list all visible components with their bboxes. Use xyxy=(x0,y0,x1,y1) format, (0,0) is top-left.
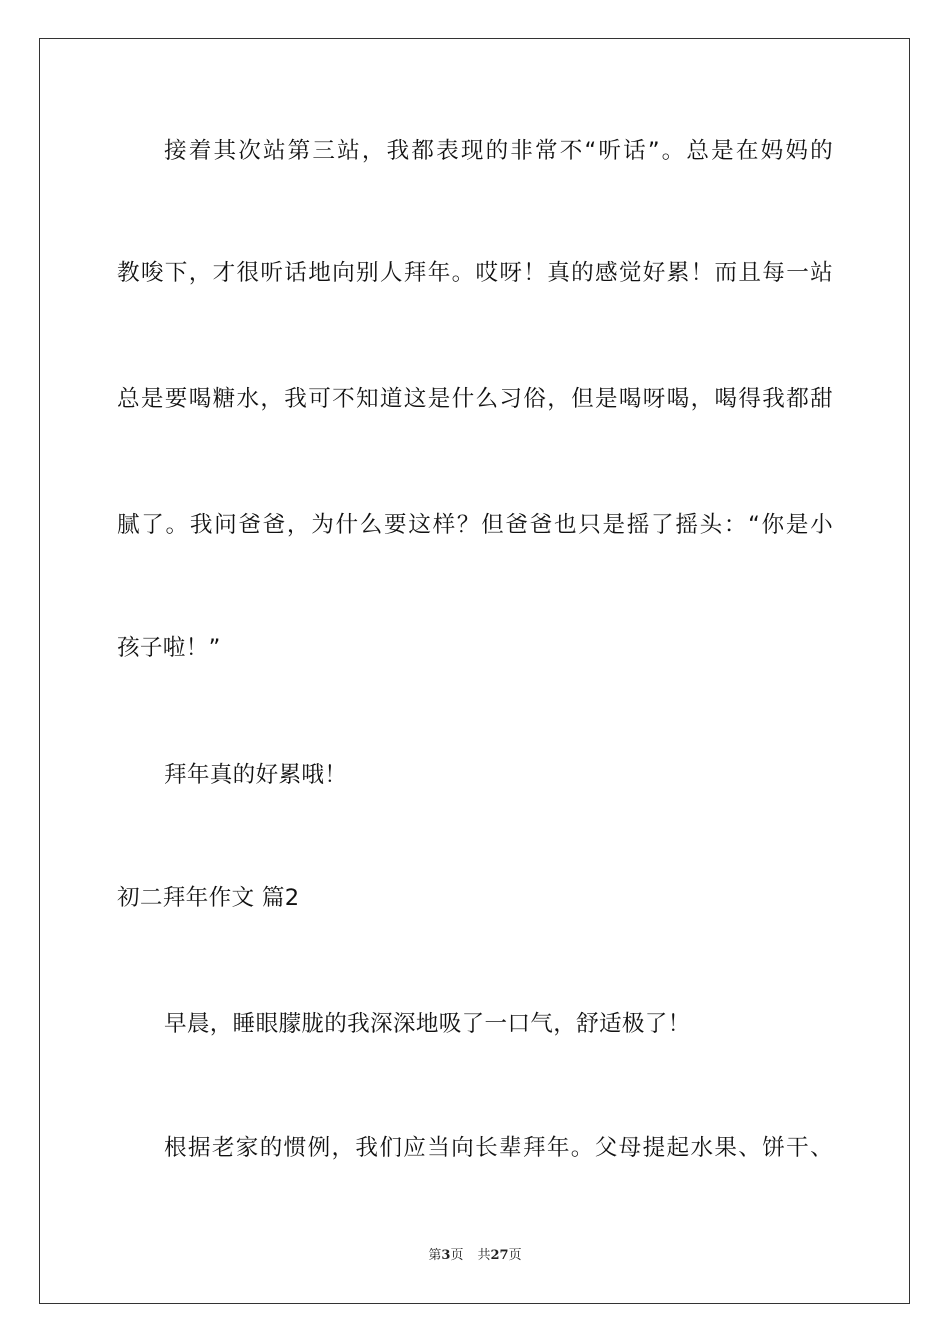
paragraph-line: 根据老家的惯例，我们应当向长辈拜年。父母提起水果、饼干、 xyxy=(164,1135,833,1161)
paragraph-line: 总是要喝糖水，我可不知道这是什么习俗，但是喝呀喝，喝得我都甜 xyxy=(117,386,833,412)
paragraph-line: 教唆下，才很听话地向别人拜年。哎呀！真的感觉好累！而且每一站 xyxy=(117,260,833,286)
footer-page-suffix: 页 xyxy=(450,1248,464,1263)
footer-total-pages: 27 xyxy=(490,1248,509,1263)
paragraph-line: 腻了。我问爸爸，为什么要这样？但爸爸也只是摇了摇头：“你是小 xyxy=(117,512,833,538)
paragraph-line: 早晨，睡眼朦胧的我深深地吸了一口气，舒适极了！ xyxy=(164,1011,691,1037)
footer-page-number: 3 xyxy=(441,1248,451,1263)
footer-total-suffix: 页 xyxy=(508,1248,522,1263)
section-heading: 初二拜年作文 篇2 xyxy=(117,885,300,911)
paragraph-line: 接着其次站第三站，我都表现的非常不“听话”。总是在妈妈的 xyxy=(164,138,833,164)
page-footer xyxy=(0,1246,950,1266)
page-border xyxy=(39,38,910,1304)
paragraph-line: 拜年真的好累哦！ xyxy=(164,762,348,788)
footer-total-prefix: 共 xyxy=(477,1248,491,1263)
paragraph-line: 孩子啦！” xyxy=(117,635,221,661)
footer-page-prefix: 第 xyxy=(428,1248,442,1263)
